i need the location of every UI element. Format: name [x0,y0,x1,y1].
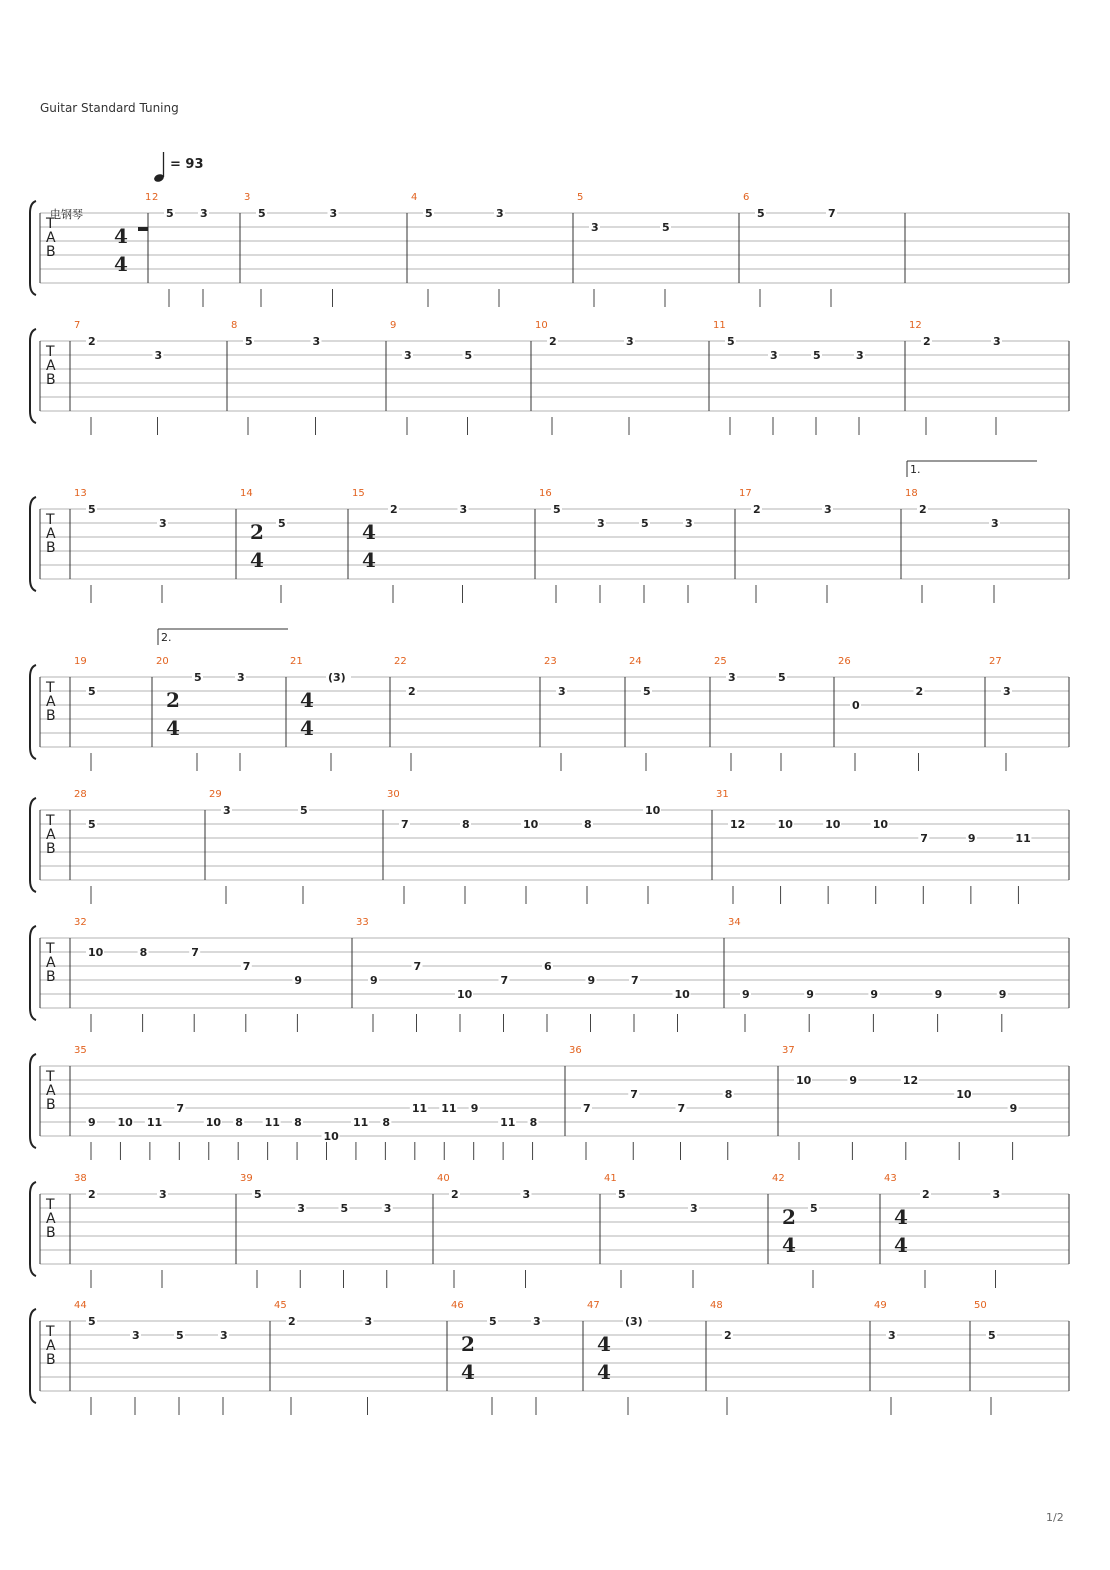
fret-number: 12 [730,818,746,831]
time-signature-top: 4 [300,688,314,712]
measure-number: 47 [587,1300,600,1311]
tab-clef-letter: A [46,694,56,710]
measure-number: 1 [145,192,152,203]
fret-number: 3 [558,685,566,698]
time-signature-top: 4 [114,224,128,248]
system-bracket [30,329,36,423]
fret-number: 5 [641,517,649,530]
system-bracket [30,1182,36,1276]
fret-number: 11 [500,1116,516,1129]
measure-number: 21 [290,656,303,667]
measure-number: 38 [74,1173,87,1184]
fret-number: 3 [993,335,1001,348]
measure-number: 36 [569,1045,582,1056]
fret-number: 3 [685,517,693,530]
fret-number: 7 [500,974,509,987]
measure-number: 16 [539,488,552,499]
measure-number: 10 [535,320,548,331]
fret-number: 2 [288,1315,296,1328]
fret-number: 5 [254,1188,262,1201]
measure-number: 43 [884,1173,897,1184]
system-bracket [30,1309,36,1403]
measure-number: 15 [352,488,365,499]
fret-number: 5 [643,685,651,698]
measure-number: 22 [394,656,407,667]
fret-number: 3 [237,671,245,684]
fret-number: 5 [278,517,286,530]
measure-number: 50 [974,1300,987,1311]
time-signature-bottom: 4 [300,716,314,740]
fret-number: 10 [523,818,539,831]
fret-number: 2 [88,1188,96,1201]
fret-number: 8 [584,818,592,831]
fret-number: 2 [915,685,924,698]
fret-number: 10 [645,804,661,817]
measure-number: 27 [989,656,1002,667]
half-rest [138,227,148,231]
system-bracket [30,798,36,892]
fret-number: 2 [922,1188,930,1201]
fret-number: 11 [411,1102,428,1115]
fret-number: 7 [401,818,409,831]
fret-number: 7 [631,974,639,987]
fret-number: 9 [88,1116,96,1129]
fret-number: 7 [828,207,836,220]
fret-number: 2 [451,1188,459,1201]
fret-number: 7 [413,960,422,973]
measure-number: 5 [577,192,584,203]
measure-number: 34 [728,917,741,928]
measure-number: 46 [451,1300,464,1311]
fret-number: 7 [242,960,251,973]
fret-number: 3 [459,503,468,516]
fret-number: 3 [597,517,605,530]
fret-number: 8 [529,1116,538,1129]
time-signature-top: 2 [166,688,180,712]
system-bracket [30,201,36,295]
measure-number: 13 [74,488,87,499]
fret-number: 3 [496,207,504,220]
tab-clef-letter: A [46,1338,56,1354]
tab-clef-letter: B [46,372,56,388]
tab-clef-letter: T [46,1324,55,1340]
fret-number: 7 [920,832,928,845]
fret-number: 9 [1009,1102,1018,1115]
measure-number: 31 [716,789,729,800]
measure-number: 23 [544,656,557,667]
measure-number: 30 [387,789,400,800]
fret-number: 3 [770,349,778,362]
fret-number: 8 [139,946,148,959]
measure-number: 41 [604,1173,617,1184]
time-signature-bottom: 4 [597,1360,611,1384]
fret-number: 8 [382,1116,391,1129]
fret-number: 10 [956,1088,972,1101]
measure-number: 14 [240,488,253,499]
fret-number: 5 [489,1315,497,1328]
fret-number: 10 [88,946,104,959]
measure-number: 18 [905,488,918,499]
fret-number: 9 [742,988,750,1001]
measure-number: 2 [152,192,159,203]
fret-number: 2 [919,503,927,516]
measure-number: 25 [714,656,727,667]
fret-number: 5 [553,503,561,516]
fret-number: 10 [796,1074,812,1087]
tab-clef-letter: A [46,526,56,542]
fret-number: 5 [340,1202,349,1215]
tab-clef-letter: A [46,1083,56,1099]
fret-number: 3 [728,671,736,684]
fret-number: 5 [245,335,253,348]
tab-clef-letter: B [46,244,56,260]
fret-number: 3 [220,1329,228,1342]
system-bracket [30,926,36,1020]
fret-number: 5 [194,671,202,684]
fret-number: 5 [757,207,765,220]
fret-number: 3 [533,1315,541,1328]
measure-number: 11 [713,320,726,331]
fret-number: 10 [872,818,889,831]
fret-number: 3 [404,349,412,362]
tab-clef-letter: B [46,1225,56,1241]
system-bracket [30,1054,36,1148]
measure-number: 39 [240,1173,253,1184]
fret-number: 7 [630,1088,638,1101]
fret-number: 3 [992,1188,1001,1201]
fret-number: 3 [522,1188,531,1201]
fret-number: 3 [223,804,231,817]
fret-number: 5 [258,207,266,220]
fret-number: 5 [810,1202,818,1215]
fret-number: 7 [176,1102,184,1115]
measure-number: 9 [390,320,397,331]
measure-number: 17 [739,488,752,499]
tab-clef-letter: B [46,540,56,556]
fret-number: 10 [117,1116,133,1129]
tab-clef-letter: A [46,1211,56,1227]
fret-number: 3 [312,335,321,348]
fret-number: 9 [849,1074,858,1087]
fret-number: 10 [825,818,841,831]
fret-number: 7 [677,1102,686,1115]
fret-number: 2 [408,685,416,698]
tab-clef-letter: B [46,708,56,724]
time-signature-top: 2 [461,1332,475,1356]
fret-number: 5 [88,685,96,698]
fret-number: 5 [176,1329,184,1342]
time-signature-bottom: 4 [166,716,180,740]
time-signature-bottom: 4 [362,548,376,572]
fret-number: 3 [364,1315,373,1328]
measure-number: 26 [838,656,851,667]
fret-number: 3 [383,1202,392,1215]
fret-number: 8 [235,1116,243,1129]
fret-number: 8 [294,1116,302,1129]
fret-number: 9 [967,832,976,845]
fret-number: 2 [390,503,398,516]
system-bracket [30,665,36,759]
measure-number: 6 [743,192,750,203]
fret-number: 5 [618,1188,626,1201]
measure-number: 33 [356,917,369,928]
tab-clef-letter: T [46,1197,55,1213]
fret-number: 10 [205,1116,222,1129]
fret-number: 5 [988,1329,996,1342]
measure-number: 28 [74,789,87,800]
tab-clef-letter: A [46,358,56,374]
fret-number: 10 [777,818,793,831]
tab-clef-letter: B [46,1097,56,1113]
fret-number: 6 [544,960,552,973]
fret-number: 5 [727,335,735,348]
fret-number: 9 [870,988,879,1001]
fret-number: 3 [690,1202,698,1215]
measure-number: 19 [74,656,87,667]
time-signature-bottom: 4 [782,1233,796,1257]
measure-number: 3 [244,192,251,203]
fret-number: 3 [200,207,208,220]
fret-number: 9 [370,974,378,987]
fret-number: 11 [441,1102,457,1115]
system-bracket [30,497,36,591]
tab-clef-letter: T [46,344,55,360]
time-signature-top: 4 [894,1205,908,1229]
fret-number: (3) [328,671,346,684]
measure-number: 8 [231,320,238,331]
fret-number: 11 [352,1116,369,1129]
fret-number: 7 [191,946,199,959]
measure-number: 12 [909,320,922,331]
fret-number: 5 [662,221,670,234]
measure-number: 7 [74,320,81,331]
fret-number: 9 [470,1102,479,1115]
fret-number: 2 [88,335,96,348]
ending-number: 2. [161,631,172,644]
tab-clef-letter: A [46,827,56,843]
fret-number: 9 [587,974,596,987]
tab-clef-letter: T [46,512,55,528]
fret-number: 2 [923,335,931,348]
time-signature-top: 2 [250,520,264,544]
fret-number: 9 [998,988,1007,1001]
measure-number: 24 [629,656,642,667]
tab-clef-letter: T [46,941,55,957]
fret-number: 9 [934,988,943,1001]
fret-number: 3 [591,221,599,234]
fret-number: 11 [1015,832,1031,845]
tempo-value: = 93 [170,157,204,172]
ending-number: 1. [910,463,921,476]
measure-number: 45 [274,1300,287,1311]
fret-number: 5 [166,207,174,220]
fret-number: 5 [813,349,821,362]
measure-number: 49 [874,1300,887,1311]
measure-number: 42 [772,1173,785,1184]
fret-number: 5 [88,818,96,831]
fret-number: 5 [425,207,433,220]
time-signature-top: 4 [597,1332,611,1356]
fret-number: 5 [88,503,96,516]
fret-number: 3 [824,503,832,516]
fret-number: 3 [159,517,167,530]
measure-number: 40 [437,1173,450,1184]
tab-clef-letter: T [46,680,55,696]
time-signature-bottom: 4 [461,1360,475,1384]
fret-number: 10 [674,988,690,1001]
fret-number: 3 [132,1329,140,1342]
time-signature-top: 4 [362,520,376,544]
fret-number: 3 [888,1329,896,1342]
fret-number: 9 [806,988,814,1001]
time-signature-bottom: 4 [114,252,128,276]
fret-number: 3 [1003,685,1011,698]
fret-number: 3 [297,1202,305,1215]
measure-number: 32 [74,917,87,928]
fret-number: 11 [264,1116,280,1129]
instrument-name: 电钢琴 [50,208,83,221]
fret-number: 5 [464,349,473,362]
fret-number: 8 [724,1088,733,1101]
time-signature-bottom: 4 [894,1233,908,1257]
fret-number: 3 [329,207,338,220]
tab-clef-letter: B [46,1352,56,1368]
measure-number: 44 [74,1300,87,1311]
measure-number: 35 [74,1045,87,1056]
fret-number: 3 [154,349,163,362]
tab-clef-letter: T [46,813,55,829]
fret-number: 2 [724,1329,732,1342]
fret-number: 11 [146,1116,163,1129]
measure-number: 4 [411,192,418,203]
measure-number: 29 [209,789,222,800]
tab-clef-letter: B [46,841,56,857]
tab-clef-letter: B [46,969,56,985]
tab-clef-letter: T [46,216,55,232]
fret-number: 3 [626,335,634,348]
tab-clef-letter: T [46,1069,55,1085]
fret-number: 0 [852,699,860,712]
measure-number: 37 [782,1045,795,1056]
time-signature-bottom: 4 [250,548,264,572]
fret-number: 12 [902,1074,919,1087]
fret-number: 3 [159,1188,167,1201]
fret-number: 5 [778,671,786,684]
time-signature-top: 2 [782,1205,796,1229]
fret-number: 7 [583,1102,591,1115]
measure-number: 48 [710,1300,723,1311]
fret-number: 2 [753,503,761,516]
fret-number: 9 [294,974,303,987]
fret-number: 10 [323,1130,339,1143]
tab-clef-letter: A [46,230,56,246]
tab-clef-letter: A [46,955,56,971]
fret-number: 3 [856,349,864,362]
fret-number: 10 [457,988,473,1001]
fret-number: (3) [625,1315,643,1328]
measure-number: 20 [156,656,169,667]
fret-number: 3 [991,517,999,530]
tuning-label: Guitar Standard Tuning [40,101,179,115]
fret-number: 2 [549,335,557,348]
page-number: 1/2 [1046,1511,1064,1524]
fret-number: 5 [300,804,308,817]
fret-number: 5 [88,1315,96,1328]
fret-number: 8 [462,818,470,831]
